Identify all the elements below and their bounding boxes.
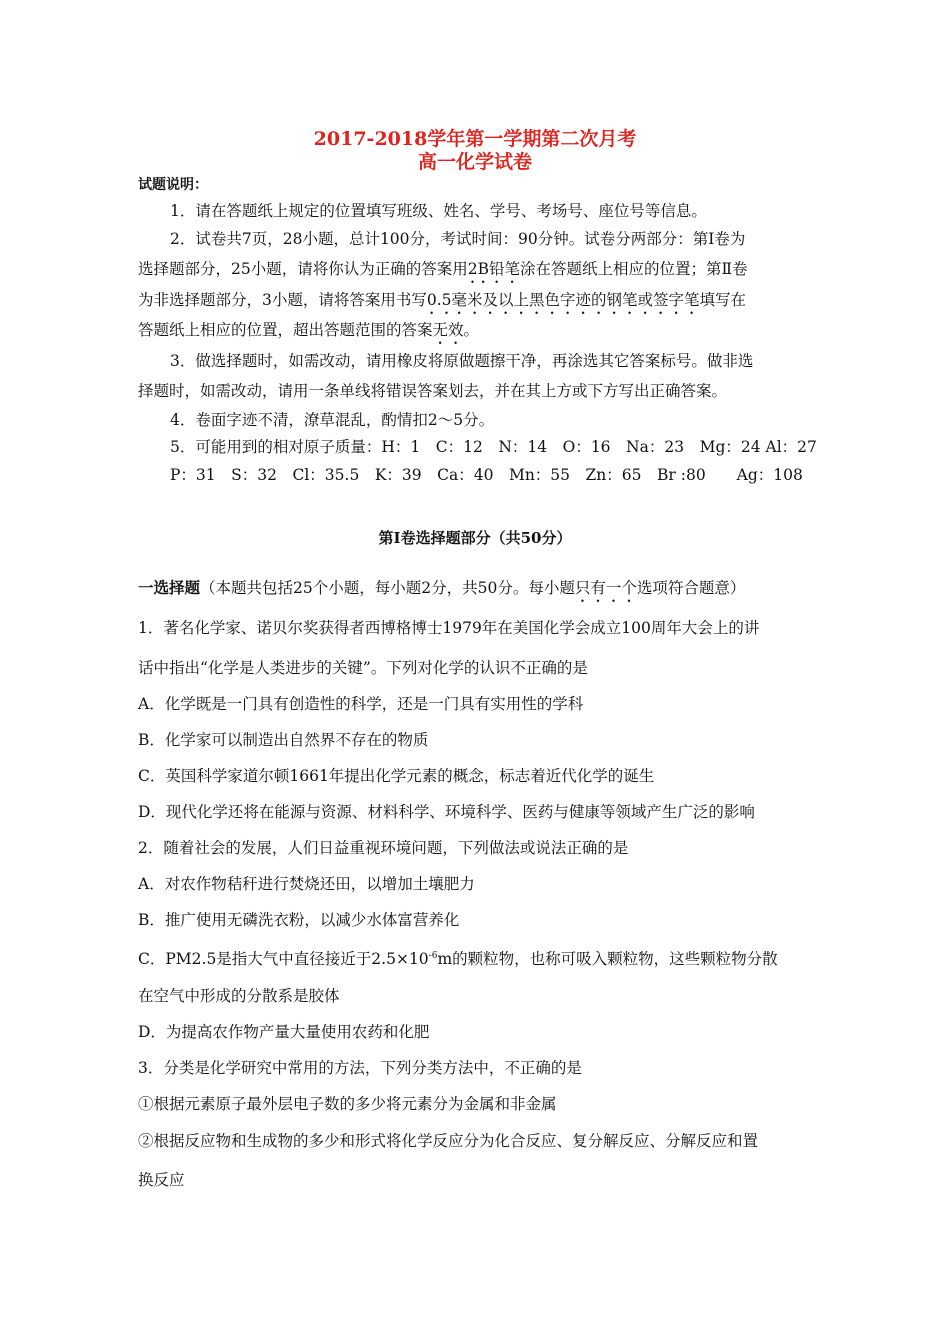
question-2-option-b: B．推广使用无磷洗衣粉，以减少水体富营养化 — [138, 911, 460, 929]
section-1-intro: 一选择题（本题共包括25个小题，每小题2分，共50分。每小题只有一个选项符合题意） — [138, 578, 746, 597]
instruction-2-line3: 为非选择题部分，3小题，请将答案用书写0.5毫米及以上黑色字迹的钢笔或签字笔填写在 — [138, 291, 747, 309]
question-2-option-a: A．对农作物秸秆进行焚烧还田，以增加土壤肥力 — [138, 875, 475, 893]
emphasis-2b-pencil: 2B铅笔 — [467, 260, 520, 278]
question-1-option-a: A．化学既是一门具有创造性的科学，还是一门具有实用性的学科 — [138, 695, 584, 713]
emphasis-invalid: 无效 — [432, 321, 464, 339]
exam-title-line1: 2017-2018学年第一学期第二次月考 — [313, 128, 637, 150]
instructions-heading: 试题说明： — [138, 177, 208, 193]
question-2-option-d: D．为提高农作物产量大量使用农药和化肥 — [138, 1023, 430, 1041]
question-3-statement-2-line1: ②根据反应物和生成物的多少和形式将化学反应分为化合反应、复分解反应、分解反应和置 — [138, 1132, 759, 1150]
instruction-2-line4: 答题纸上相应的位置，超出答题范围的答案无效。 — [138, 321, 480, 339]
instruction-2-line1: 2．试卷共7页，28小题，总计100分，考试时间：90分钟。试卷分两部分：第Ⅰ卷为 — [170, 230, 746, 248]
question-3: 3．分类是化学研究中常用的方法，下列分类方法中，不正确的是 — [138, 1059, 582, 1077]
question-3-statement-2-line2: 换反应 — [138, 1171, 185, 1189]
question-2: 2．随着社会的发展，人们日益重视环境问题，下列做法或说法正确的是 — [138, 839, 629, 857]
section-1-heading: 第Ⅰ卷选择题部分（共50分） — [378, 529, 572, 547]
question-1-line2: 话中指出“化学是人类进步的关键”。下列对化学的认识不正确的是 — [138, 659, 588, 677]
instruction-5-line2: P：31 S：32 Cl：35.5 K：39 Ca：40 Mn：55 Zn：65 Br :80 Ag：108 — [170, 466, 803, 484]
instruction-3-line1: 3．做选择题时，如需改动，请用橡皮将原做题擦干净，再涂选其它答案标号。做非选 — [170, 352, 754, 370]
question-1-option-c: C．英国科学家道尔顿1661年提出化学元素的概念，标志着近代化学的诞生 — [138, 767, 655, 785]
instruction-3-line2: 择题时，如需改动，请用一条单线将错误答案划去，并在其上方或下方写出正确答案。 — [138, 382, 728, 400]
instruction-2-line2: 选择题部分，25小题，请将你认为正确的答案用2B铅笔涂在答题纸上相应的位置；第Ⅱ卷 — [138, 260, 748, 278]
instruction-1: 1．请在答题纸上规定的位置填写班级、姓名、学号、考场号、座位号等信息。 — [170, 202, 707, 220]
instruction-5-line1: 5．可能用到的相对原子质量：H：1 C：12 N：14 O：16 Na：23 Mg：24 Al：27 — [170, 438, 817, 456]
instruction-4: 4．卷面字迹不清，潦草混乱，酌情扣2～5分。 — [170, 411, 495, 429]
question-2-option-c-line2: 在空气中形成的分散系是胶体 — [138, 987, 340, 1005]
question-1-option-b: B．化学家可以制造出自然界不存在的物质 — [138, 731, 429, 749]
question-3-statement-1: ①根据元素原子最外层电子数的多少将元素分为金属和非金属 — [138, 1095, 557, 1113]
question-1-option-d: D．现代化学还将在能源与资源、材料科学、环境科学、医药与健康等领域产生广泛的影响 — [138, 803, 755, 821]
emphasis-pen-spec: 0.5毫米及以上黑色字迹的钢笔或签字笔 — [426, 291, 700, 309]
question-1-line1: 1．著名化学家、诺贝尔奖获得者西博格博士1979年在美国化学会成立100周年大会上的讲 — [138, 619, 760, 637]
exam-title-line2: 高一化学试卷 — [417, 151, 532, 173]
question-2-option-c-line1: C．PM2.5是指大气中直径接近于$2.5\times 10^{-6}m$的颗粒物，也称可吸入颗粒物，这些颗粒物分散 — [138, 950, 778, 969]
emphasis-only-one: 只有一个 — [574, 579, 637, 597]
